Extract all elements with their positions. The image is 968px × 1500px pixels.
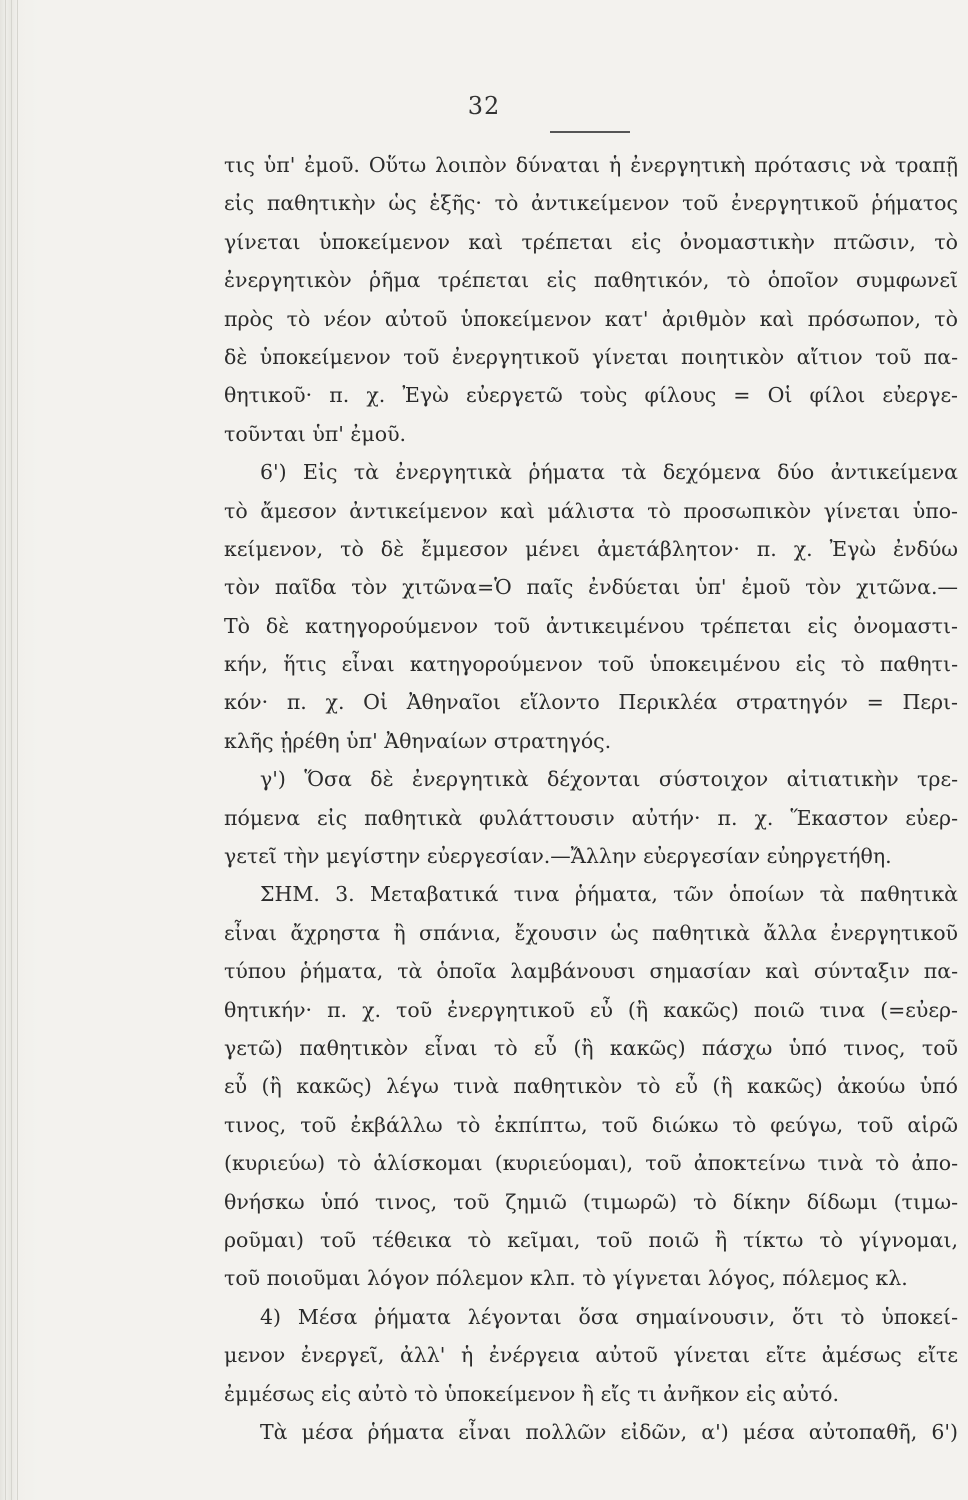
text-line: κείμενον, τὸ δὲ ἔμμεσον μένει ἀμετάβλητον· π. χ. Ἐγὼ ἐνδύω [224, 536, 958, 561]
text-line: τοῦ ποιοῦμαι λόγον πόλεμον κλπ. τὸ γίγνεται λόγος, πόλεμος κλ. [224, 1266, 908, 1291]
text-line: Τὰ μέσα ῥήματα εἶναι πολλῶν εἰδῶν, α') μέσα αὐτοπαθῆ, 6') [260, 1419, 958, 1444]
text-line: (κυριεύω) τὸ ἁλίσκομαι (κυριεύομαι), τοῦ ἀποκτείνω τινὰ τὸ ἀπο- [224, 1151, 958, 1176]
text-line: τις ὑπ' ἐμοῦ. Οὕτω λοιπὸν δύναται ἡ ἐνεργητικὴ πρότασις νὰ τραπῇ [224, 153, 958, 177]
text-line: ΣΗΜ. 3. Μεταβατικά τινα ῥήματα, τῶν ὁποίων τὰ παθητικὰ [260, 882, 958, 907]
text-line: κόν· π. χ. Οἱ Ἀθηναῖοι εἵλοντο Περικλέα στρατηγόν = Περι- [224, 690, 958, 715]
text-line: Τὸ δὲ κατηγορούμενον τοῦ ἀντικειμένου τρέπεται εἰς ὀνομαστι- [224, 613, 958, 638]
text-line: εἰς παθητικὴν ὡς ἑξῆς· τὸ ἀντικείμενον τοῦ ἐνεργητικοῦ ῥήματος [224, 191, 958, 216]
text-line: ροῦμαι) τοῦ τέθεικα τὸ κεῖμαι, τοῦ ποιῶ ἢ τίκτω τὸ γίγνομαι, [224, 1227, 958, 1252]
text-line: γίνεται ὑποκείμενον καὶ τρέπεται εἰς ὀνομαστικὴν πτῶσιν, τὸ [224, 229, 958, 254]
text-line: γ') Ὅσα δὲ ἐνεργητικὰ δέχονται σύστοιχον αἰτιατικὴν τρε- [260, 767, 958, 792]
text-line: δὲ ὑποκείμενον τοῦ ἐνεργητικοῦ γίνεται ποιητικὸν αἴτιον τοῦ πα- [224, 344, 958, 369]
text-line: ἐνεργητικὸν ῥῆμα τρέπεται εἰς παθητικόν, τὸ ὁποῖον συμφωνεῖ [224, 268, 958, 293]
text-line: πόμενα εἰς παθητικὰ φυλάττουσιν αὐτήν· π. χ. Ἕκαστον εὐερ- [224, 805, 958, 830]
text-line: θητικοῦ· π. χ. Ἐγὼ εὐεργετῶ τοὺς φίλους = Οἱ φίλοι εὐεργε- [224, 383, 958, 408]
text-line: τινος, τοῦ ἐκβάλλω τὸ ἐκπίπτω, τοῦ διώκω τὸ φεύγω, τοῦ αἱρῶ [224, 1112, 958, 1137]
edge-line [17, 0, 18, 1500]
text-line: γετῶ) παθητικὸν εἶναι τὸ εὖ (ἢ κακῶς) πάσχω ὑπό τινος, τοῦ [224, 1035, 958, 1060]
text-line: 4) Μέσα ῥήματα λέγονται ὅσα σημαίνουσιν, ὅτι τὸ ὑποκεί- [260, 1304, 958, 1329]
text-line: θητικήν· π. χ. τοῦ ἐνεργητικοῦ εὖ (ἢ κακῶς) ποιῶ τινα (=εὐερ- [224, 997, 958, 1022]
body-text [224, 146, 958, 1451]
text-line: τὸν παῖδα τὸν χιτῶνα=Ὁ παῖς ἐνδύεται ὑπ' ἐμοῦ τὸν χιτῶνα.— [224, 575, 958, 600]
header-rule [550, 131, 630, 133]
text-line: εἶναι ἄχρηστα ἢ σπάνια, ἔχουσιν ὡς παθητικὰ ἄλλα ἐνεργητικοῦ [224, 920, 958, 945]
text-line: τοῦνται ὑπ' ἐμοῦ. [224, 421, 407, 446]
text-line: εὖ (ἢ κακῶς) λέγω τινὰ παθητικὸν τὸ εὖ (ἢ κακῶς) ἀκούω ὑπό [224, 1074, 958, 1099]
page-number: 32 [467, 92, 501, 120]
page-edge [0, 0, 40, 1500]
text-line: κήν, ἥτις εἶναι κατηγορούμενον τοῦ ὑποκειμένου εἰς τὸ παθητι- [224, 652, 958, 677]
text-line: γετεῖ τὴν μεγίστην εὐεργεσίαν.—Ἄλλην εὐεργεσίαν εὐηργετήθη. [224, 844, 892, 869]
text-line: θνήσκω ὑπό τινος, τοῦ ζημιῶ (τιμωρῶ) τὸ δίκην δίδωμι (τιμω- [224, 1189, 958, 1214]
edge-line [11, 0, 12, 1500]
text-line: πρὸς τὸ νέον αὐτοῦ ὑποκείμενον κατ' ἀριθμὸν καὶ πρόσωπον, τὸ [224, 306, 958, 331]
edge-line [5, 0, 6, 1500]
text-line: κλῆς ᾑρέθη ὑπ' Ἀθηναίων στρατηγός. [224, 728, 612, 753]
text-line: μενον ἐνεργεῖ, ἀλλ' ἡ ἐνέργεια αὐτοῦ γίνεται εἴτε ἀμέσως εἴτε [224, 1343, 958, 1368]
text-line: ἐμμέσως εἰς αὐτὸ τὸ ὑποκείμενον ἢ εἴς τι ἀνῆκον εἰς αὐτό. [224, 1381, 840, 1406]
text-line: τύπου ῥήματα, τὰ ὁποῖα λαμβάνουσι σημασίαν καὶ σύνταξιν πα- [224, 959, 958, 984]
text-line: 6') Εἰς τὰ ἐνεργητικὰ ῥήματα τὰ δεχόμενα δύο ἀντικείμενα [260, 460, 958, 485]
text-line: τὸ ἄμεσον ἀντικείμενον καὶ μάλιστα τὸ προσωπικὸν γίνεται ὑπο- [224, 498, 958, 523]
